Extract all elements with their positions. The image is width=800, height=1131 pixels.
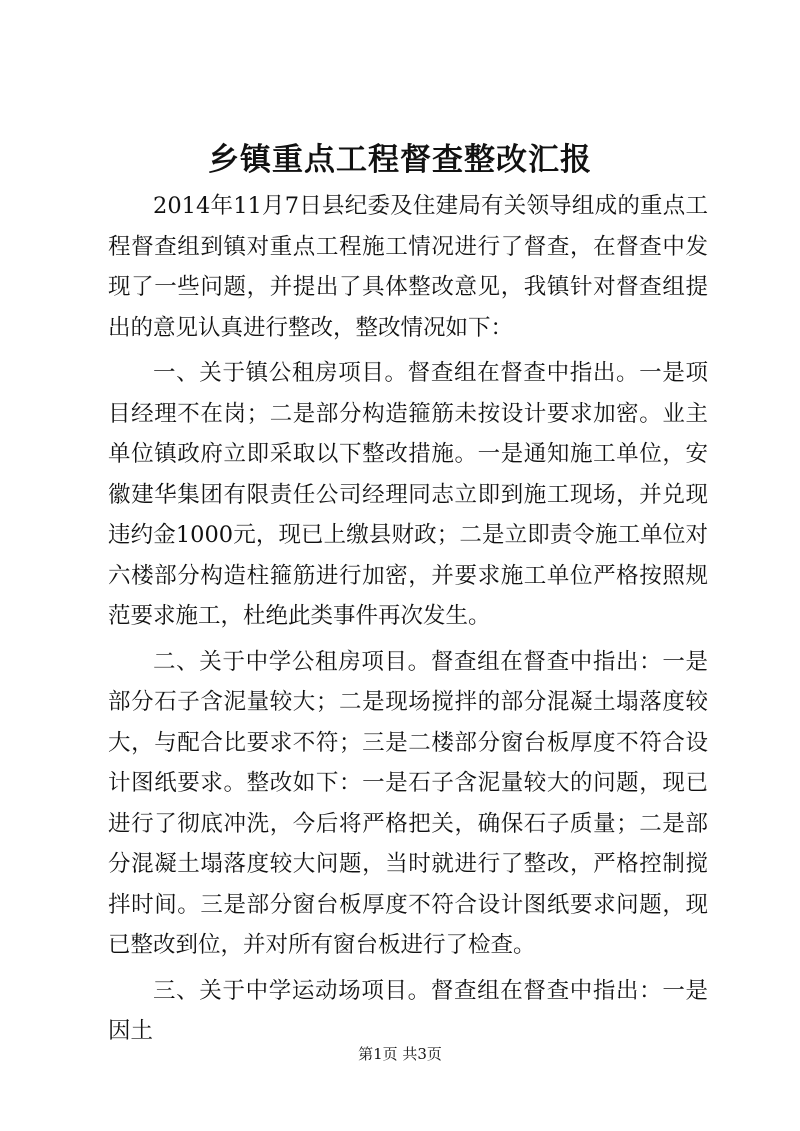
paragraph-intro: 2014年11月7日县纪委及住建局有关领导组成的重点工程督查组到镇对重点工程施工情况进行了督查，在督查中发现了一些问题，并提出了具体整改意见，我镇针对督查组提出的意见认真进行整改，整改情况如下： xyxy=(108,193,708,341)
page-footer: 第1页 共3页 xyxy=(358,1045,442,1063)
document-title: 乡镇重点工程督查整改汇报 xyxy=(208,142,592,178)
paragraph-school-housing: 二、关于中学公租房项目。督查组在督查中指出：一是部分石子含泥量较大；二是现场搅拌的部分混凝土塌落度较大，与配合比要求不符；三是二楼部分窗台板厚度不符合设计图纸要求。整改如下：一是石子含泥量较大的问题，现已进行了彻底冲洗，今后将严格把关，确保石子质量；二是部分混凝土塌落度较大问题，当时就进行了整改，严格控制搅拌时间。三是部分窗台板厚度不符合设计图纸要求问题，现已整改到位，并对所有窗台板进行了检查。 xyxy=(108,648,708,958)
document-body xyxy=(108,186,708,1052)
paragraph-town-housing: 一、关于镇公租房项目。督查组在督查中指出。一是项目经理不在岗；二是部分构造箍筋未按设计要求加密。业主单位镇政府立即采取以下整改措施。一是通知施工单位，安徽建华集团有限责任公司经理同志立即到施工现场，并兑现违约金1000元，现已上缴县财政；二是立即责令施工单位对六楼部分构造柱箍筋进行加密，并要求施工单位严格按照规范要求施工，杜绝此类事件再次发生。 xyxy=(108,360,708,629)
paragraph-school-stadium: 三、关于中学运动场项目。督查组在督查中指出：一是因土 xyxy=(108,977,708,1044)
